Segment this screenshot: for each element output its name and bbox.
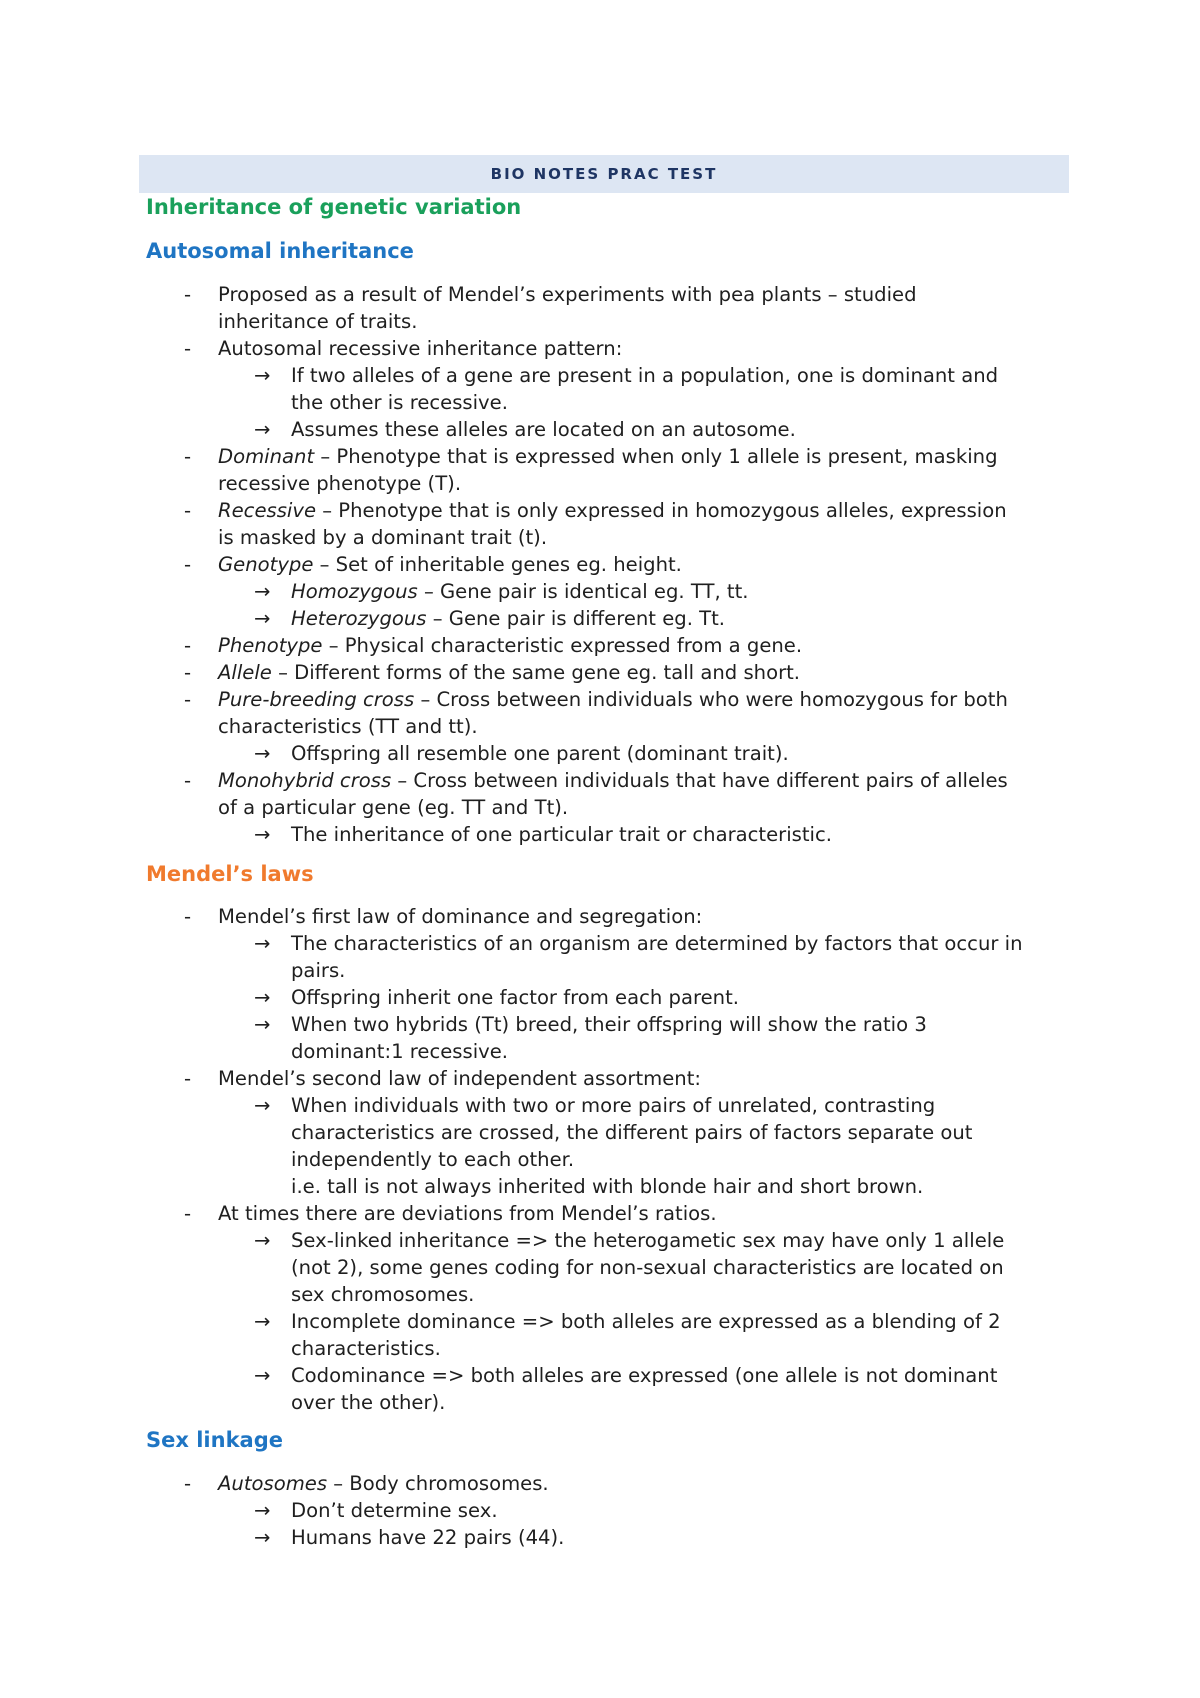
dash-marker: -: [184, 337, 192, 360]
heading-inheritance: Inheritance of genetic variation: [146, 195, 522, 219]
dash-marker: -: [184, 1067, 192, 1090]
bullet-text: Proposed as a result of Mendel’s experiments with pea plants – studied: [218, 283, 917, 306]
definition-genotype: [218, 551, 682, 578]
definition-pure-breeding: [218, 686, 1008, 713]
sub-bullet-text: Humans have 22 pairs (44).: [291, 1526, 565, 1549]
arrow-marker: →: [254, 418, 271, 441]
arrow-marker: →: [254, 1310, 271, 1333]
sub-bullet-text: Offspring inherit one factor from each parent.: [291, 986, 739, 1009]
term: Dominant: [218, 445, 315, 468]
sub-bullet-text: Offspring all resemble one parent (dominant trait).: [291, 742, 789, 765]
dash-marker: -: [184, 445, 192, 468]
definition-recessive: [218, 497, 1007, 524]
definition: – Gene pair is different eg. Tt.: [426, 607, 726, 630]
bullet-text: characteristics (TT and tt).: [218, 715, 478, 738]
sub-bullet-text: the other is recessive.: [291, 391, 508, 414]
dash-marker: -: [184, 688, 192, 711]
definition: – Phenotype that is only expressed in homozygous alleles, expression: [316, 499, 1007, 522]
title-bar: [139, 155, 1069, 193]
bullet-text: is masked by a dominant trait (t).: [218, 526, 548, 549]
bullet-text: of a particular gene (eg. TT and Tt).: [218, 796, 569, 819]
dash-marker: -: [184, 661, 192, 684]
arrow-marker: →: [254, 580, 271, 603]
sub-bullet-text: When individuals with two or more pairs of unrelated, contrasting: [291, 1094, 936, 1117]
section-title-sex-linkage: Sex linkage: [146, 1428, 283, 1452]
sub-bullet-text: Sex-linked inheritance => the heterogametic sex may have only 1 allele: [291, 1229, 1005, 1252]
arrow-marker: →: [254, 1013, 271, 1036]
definition-homozygous: [291, 578, 749, 605]
definition-autosomes: [218, 1470, 549, 1497]
arrow-marker: →: [254, 986, 271, 1009]
term: Genotype: [218, 553, 314, 576]
dash-marker: -: [184, 553, 192, 576]
term: Allele: [218, 661, 272, 684]
definition: – Gene pair is identical eg. TT, tt.: [417, 580, 749, 603]
sub-bullet-text: sex chromosomes.: [291, 1283, 475, 1306]
arrow-marker: →: [254, 1094, 271, 1117]
term: Heterozygous: [291, 607, 427, 630]
arrow-marker: →: [254, 1526, 271, 1549]
section-title-mendel: Mendel’s laws: [146, 862, 314, 886]
dash-marker: -: [184, 634, 192, 657]
term: Phenotype: [218, 634, 323, 657]
definition: – Cross between individuals who were homozygous for both: [414, 688, 1008, 711]
sub-bullet-text: over the other).: [291, 1391, 446, 1414]
definition: – Body chromosomes.: [327, 1472, 549, 1495]
arrow-marker: →: [254, 1499, 271, 1522]
term: Monohybrid cross: [218, 769, 392, 792]
sub-bullet-text: Assumes these alleles are located on an autosome.: [291, 418, 796, 441]
bullet-text: Autosomal recessive inheritance pattern:: [218, 337, 623, 360]
definition-dominant: [218, 443, 998, 470]
sub-bullet-text: characteristics are crossed, the different pairs of factors separate out: [291, 1121, 973, 1144]
section-title-autosomal: Autosomal inheritance: [146, 239, 414, 263]
arrow-marker: →: [254, 823, 271, 846]
sub-bullet-text: dominant:1 recessive.: [291, 1040, 509, 1063]
sub-bullet-text: If two alleles of a gene are present in a population, one is dominant and: [291, 364, 999, 387]
sub-bullet-text: The inheritance of one particular trait or characteristic.: [291, 823, 832, 846]
sub-bullet-text: When two hybrids (Tt) breed, their offspring will show the ratio 3: [291, 1013, 927, 1036]
arrow-marker: →: [254, 1229, 271, 1252]
definition-monohybrid: [218, 767, 1008, 794]
sub-bullet-text: characteristics.: [291, 1337, 441, 1360]
arrow-marker: →: [254, 742, 271, 765]
term: Recessive: [218, 499, 317, 522]
term: Pure-breeding cross: [218, 688, 415, 711]
dash-marker: -: [184, 499, 192, 522]
dash-marker: -: [184, 769, 192, 792]
page-title: BIO NOTES PRAC TEST: [490, 165, 718, 183]
sub-bullet-text: The characteristics of an organism are determined by factors that occur in: [291, 932, 1023, 955]
definition-allele: [218, 659, 800, 686]
sub-bullet-text: Codominance => both alleles are expressed (one allele is not dominant: [291, 1364, 998, 1387]
definition: – Physical characteristic expressed from a gene.: [322, 634, 803, 657]
definition: – Cross between individuals that have different pairs of alleles: [391, 769, 1008, 792]
sub-bullet-text: independently to each other.: [291, 1148, 575, 1171]
bullet-text: recessive phenotype (T).: [218, 472, 462, 495]
term: Autosomes: [218, 1472, 328, 1495]
term: Homozygous: [291, 580, 418, 603]
arrow-marker: →: [254, 607, 271, 630]
sub-bullet-text: Incomplete dominance => both alleles are expressed as a blending of 2: [291, 1310, 1001, 1333]
bullet-text: Mendel’s first law of dominance and segregation:: [218, 905, 703, 928]
bullet-text: inheritance of traits.: [218, 310, 418, 333]
sub-bullet-text: Don’t determine sex.: [291, 1499, 498, 1522]
dash-marker: -: [184, 283, 192, 306]
bullet-text: Mendel’s second law of independent assortment:: [218, 1067, 701, 1090]
sub-bullet-text: (not 2), some genes coding for non-sexual characteristics are located on: [291, 1256, 1004, 1279]
dash-marker: -: [184, 905, 192, 928]
arrow-marker: →: [254, 364, 271, 387]
definition-heterozygous: [291, 605, 725, 632]
definition: – Phenotype that is expressed when only 1 allele is present, masking: [314, 445, 998, 468]
definition: – Set of inheritable genes eg. height.: [313, 553, 682, 576]
definition: – Different forms of the same gene eg. tall and short.: [271, 661, 801, 684]
dash-marker: -: [184, 1202, 192, 1225]
definition-phenotype: [218, 632, 802, 659]
arrow-marker: →: [254, 932, 271, 955]
sub-bullet-text: pairs.: [291, 959, 346, 982]
dash-marker: -: [184, 1472, 192, 1495]
bullet-text: At times there are deviations from Mendel’s ratios.: [218, 1202, 717, 1225]
sub-bullet-text: i.e. tall is not always inherited with blonde hair and short brown.: [291, 1175, 924, 1198]
arrow-marker: →: [254, 1364, 271, 1387]
